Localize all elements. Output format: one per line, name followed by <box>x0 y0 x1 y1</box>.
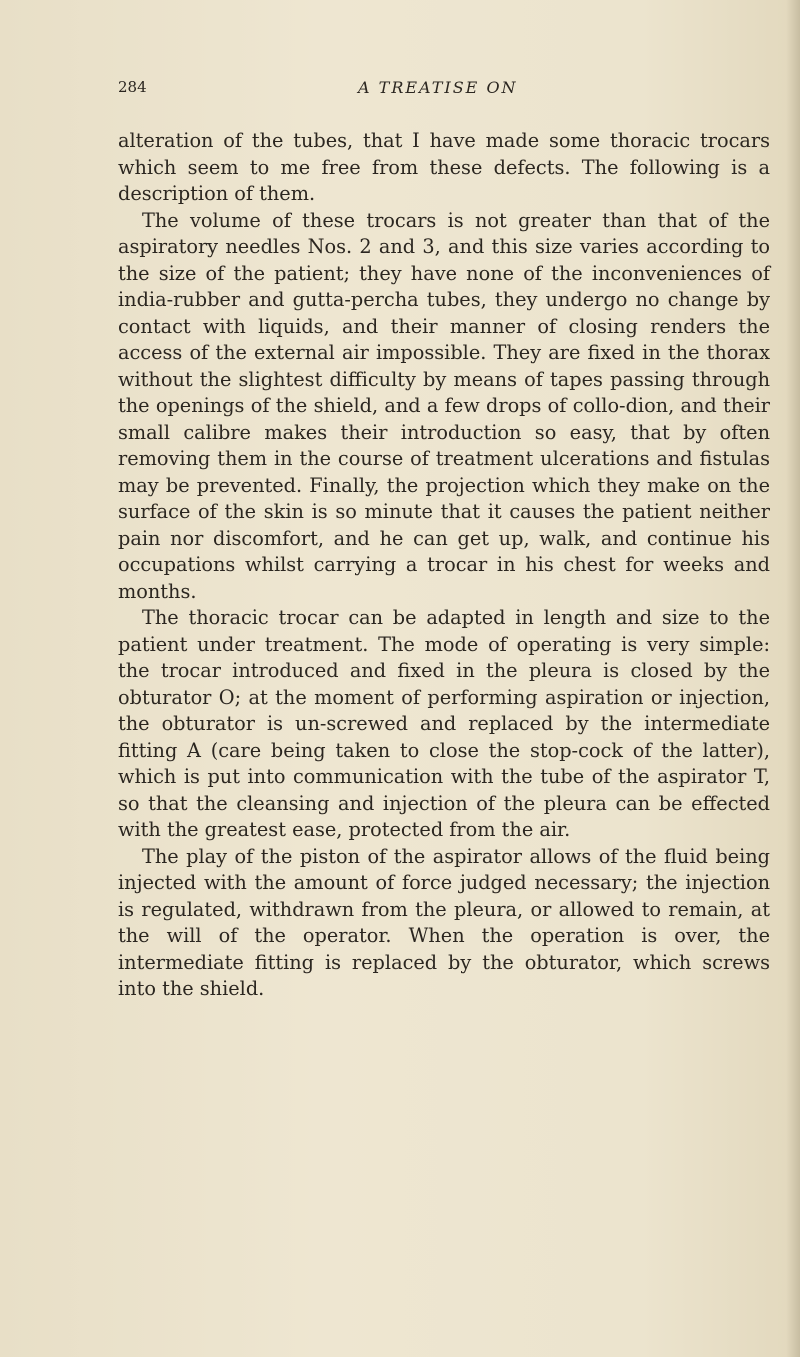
paragraph: The volume of these trocars is not greater than that of the aspiratory needles Nos. 2 and 3, and this size varies according to the size of the patient; they have none of the inconveniences of india-rubber and gutta-percha tubes, they undergo no change by contact with liquids, and their manner of closing renders the access of the external air impossible. They are fixed in the thorax without the slightest difficulty by means of tapes passing through the openings of the shield, and a few drops of collo-dion, and their small calibre makes their introduction so easy, that by often removing them in the course of treatment ulcerations and fistulas may be prevented. Finally, the projection which they make on the surface of the skin is so minute that it causes the patient neither pain nor discomfort, and he can get up, walk, and continue his occupations whilst carrying a trocar in his chest for weeks and months. <box>118 208 770 603</box>
running-head: A TREATISE ON <box>358 78 518 97</box>
page-header <box>118 78 758 102</box>
paragraph: The thoracic trocar can be adapted in length and size to the patient under treatment. The mode of operating is very simple: the trocar introduced and fixed in the pleura is closed by the obturator O; at the moment of performing aspiration or injection, the obturator is un-screwed and replaced by the intermediate fitting A (care being taken to close the stop-cock of the latter), which is put into communication with the tube of the aspirator T, so that the cleansing and injection of the pleura can be effected with the greatest ease, protected from the air. <box>118 606 770 841</box>
paragraph: The play of the piston of the aspirator allows of the fluid being injected with the amount of force judged necessary; the injection is regulated, withdrawn from the pleura, or allowed to remain, at the will of the operator. When the operation is over, the intermediate fitting is replaced by the obturator, which screws into the shield. <box>118 844 770 1000</box>
page-edge-shadow <box>786 0 800 1357</box>
body-text <box>118 128 770 1003</box>
paragraph: alteration of the tubes, that I have made some thoracic trocars which seem to me free from these defects. The following is a description of them. <box>118 129 770 205</box>
page-number: 284 <box>118 78 147 96</box>
